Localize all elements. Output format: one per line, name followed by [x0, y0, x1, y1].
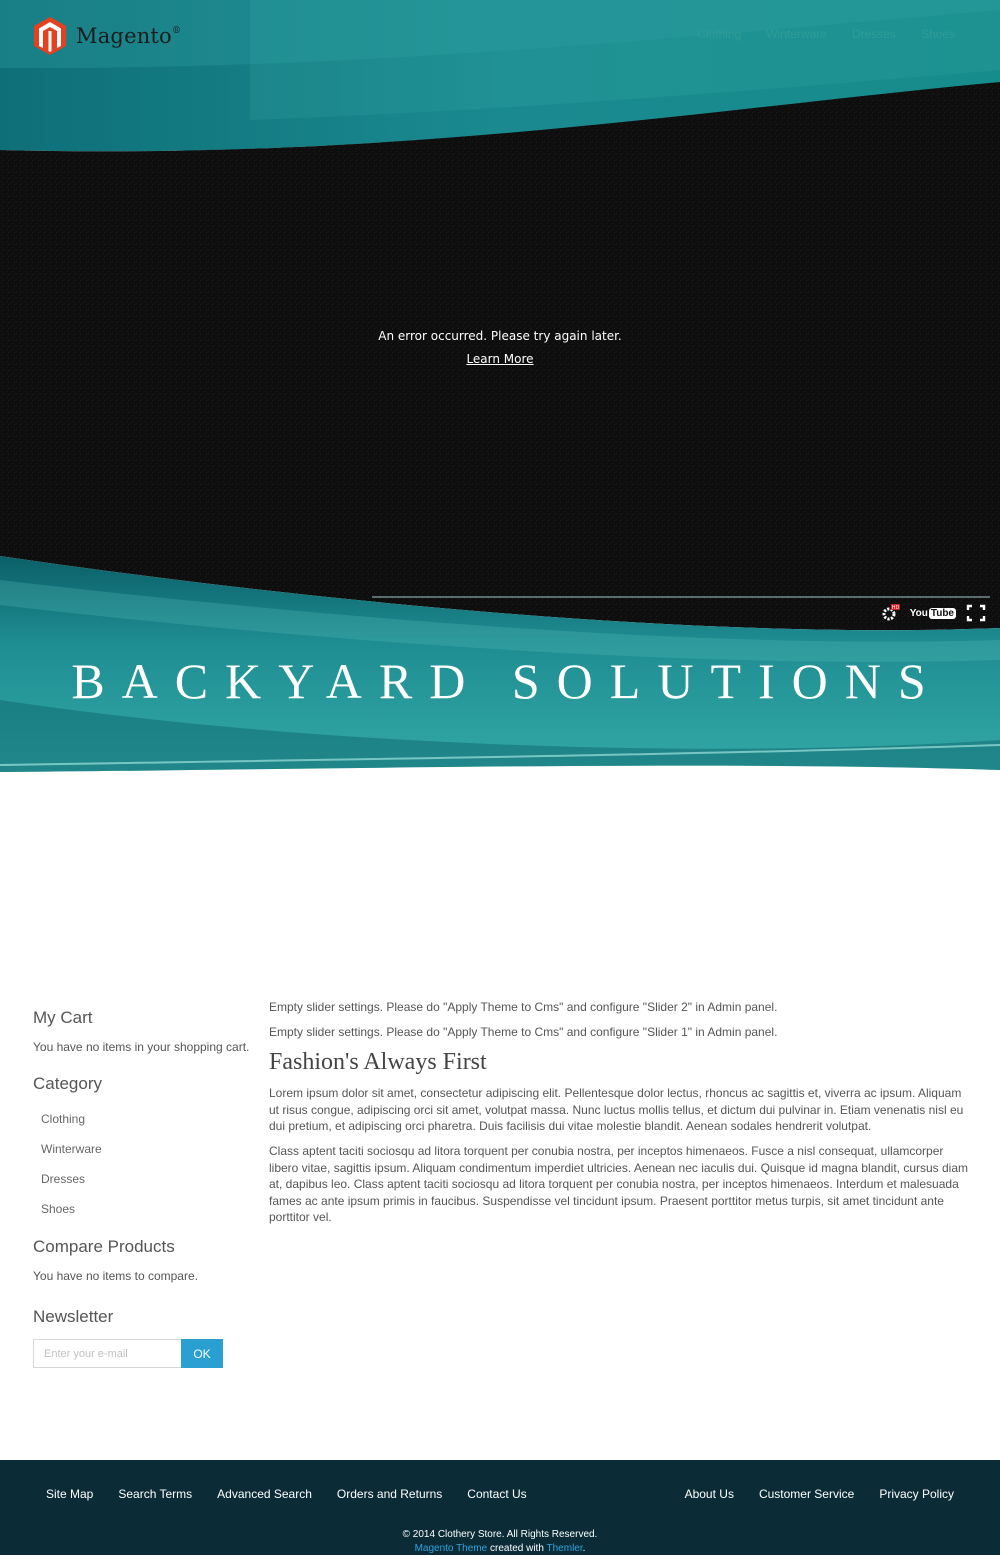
slider-2-message: Empty slider settings. Please do "Apply Theme to Cms" and configure "Slider 2" in Admin panel.	[269, 1000, 778, 1014]
category-item	[33, 1164, 253, 1194]
category-link-clothing[interactable]: Clothing	[41, 1112, 86, 1126]
credit-mid-text: created with	[489, 1543, 544, 1554]
newsletter-form	[33, 1339, 253, 1368]
category-link-winterware[interactable]: Winterware	[41, 1142, 102, 1156]
compare-title: Compare Products	[33, 1237, 175, 1256]
slider-1-message: Empty slider settings. Please do "Apply Theme to Cms" and configure "Slider 1" in Admin panel.	[269, 1024, 778, 1039]
learn-more-link[interactable]: Learn More	[466, 352, 534, 366]
footer-link-about-us[interactable]: About Us	[684, 1487, 734, 1501]
youtube-tube-text: Tube	[930, 607, 954, 619]
themler-link[interactable]: Themler	[546, 1543, 583, 1554]
nav-winterware[interactable]: Winterware	[766, 27, 827, 41]
my-cart-block	[33, 1008, 253, 1054]
footer-link-search-terms[interactable]: Search Terms	[118, 1487, 193, 1501]
content-heading: Fashion's Always First	[269, 1049, 487, 1076]
video-controls	[880, 603, 986, 623]
category-title: Category	[33, 1074, 102, 1093]
category-item	[33, 1104, 253, 1134]
footer-link-customer-service[interactable]: Customer Service	[758, 1487, 855, 1501]
footer-link-advanced-search[interactable]: Advanced Search	[217, 1487, 312, 1501]
compare-text: You have no items to compare.	[33, 1269, 198, 1283]
footer-copyright	[0, 1528, 1000, 1555]
magento-theme-link[interactable]: Magento Theme	[414, 1543, 488, 1554]
my-cart-title: My Cart	[33, 1008, 93, 1027]
category-link-dresses[interactable]: Dresses	[41, 1172, 86, 1186]
video-error-message: An error occurred. Please try again later.	[378, 329, 622, 343]
category-list	[33, 1104, 253, 1224]
copyright-text: © 2014 Clothery Store. All Rights Reserved.	[402, 1529, 598, 1540]
nav-dresses[interactable]: Dresses	[851, 27, 896, 41]
credit-line	[0, 1542, 1000, 1555]
footer-links-left	[46, 1487, 527, 1501]
compare-block	[33, 1237, 253, 1283]
sidebar	[33, 1008, 253, 1368]
footer-link-contact-us[interactable]: Contact Us	[467, 1487, 527, 1501]
footer-link-orders-returns[interactable]: Orders and Returns	[336, 1487, 443, 1501]
settings-gear-icon[interactable]	[880, 603, 900, 623]
category-item	[33, 1134, 253, 1164]
content-paragraph-1: Lorem ipsum dolor sit amet, consectetur adipiscing elit. Pellentesque dolor lectus, rhoncus ac sagittis et, viverra ac ipsum. Aliquam ut risus congue, adipiscing orci sit amet, volutpat massa. Nunc luctus mollis tellus, et dictum dui pulvinar in. Etiam venenatis nisl eu dui pretium, et adipiscing orci pharetra. Duis facilisis dui vitae molestie blandit. Aenean sodales hendrerit volutpat.	[269, 1086, 964, 1134]
nav-shoes[interactable]: Shoes	[920, 27, 955, 41]
main-content	[269, 999, 969, 1234]
youtube-you-text: You	[909, 607, 928, 619]
newsletter-ok-button[interactable]: OK	[181, 1339, 223, 1368]
category-block	[33, 1074, 253, 1224]
newsletter-block	[33, 1307, 253, 1368]
my-cart-text: You have no items in your shopping cart.	[33, 1040, 250, 1054]
nav-clothing[interactable]: Clothing	[697, 27, 742, 41]
category-item	[33, 1194, 253, 1224]
footer-link-site-map[interactable]: Site Map	[46, 1487, 94, 1501]
footer-links-right	[685, 1487, 954, 1501]
credit-end-text: .	[582, 1543, 586, 1554]
logo-wordmark: Magento®	[76, 24, 182, 48]
content-paragraph-2: Class aptent taciti sociosqu ad litora torquent per conubia nostra, per inceptos himenaeos. Fusce a nisl consequat, ullamcorper libero vitae, sagittis ipsum. Aliquam condimentum imperdiet ultricies. Aenean nec iaculis dui. Quisque id magna blandit, cursus diam at, dapibus leo. Class aptent taciti sociosqu ad litora torquent per conubia nostra, per inceptos himenaeos. Interdum et malesuada fames ac ante ipsum primis in faucibus. Suspendisse vel tincidunt ipsum. Praesent porttitor metus turpis, sit amet tincidunt ante porttitor vel.	[269, 1143, 969, 1225]
newsletter-title: Newsletter	[33, 1307, 114, 1326]
brand-banner-text: BACKYARD SOLUTIONS	[71, 653, 943, 709]
fullscreen-icon[interactable]	[966, 604, 986, 622]
category-link-shoes[interactable]: Shoes	[41, 1202, 76, 1216]
footer-link-privacy-policy[interactable]: Privacy Policy	[879, 1487, 954, 1501]
newsletter-email-input[interactable]	[33, 1339, 181, 1368]
youtube-logo-icon[interactable]	[910, 608, 956, 619]
footer	[0, 1460, 1000, 1555]
hd-badge: HD	[891, 605, 899, 611]
